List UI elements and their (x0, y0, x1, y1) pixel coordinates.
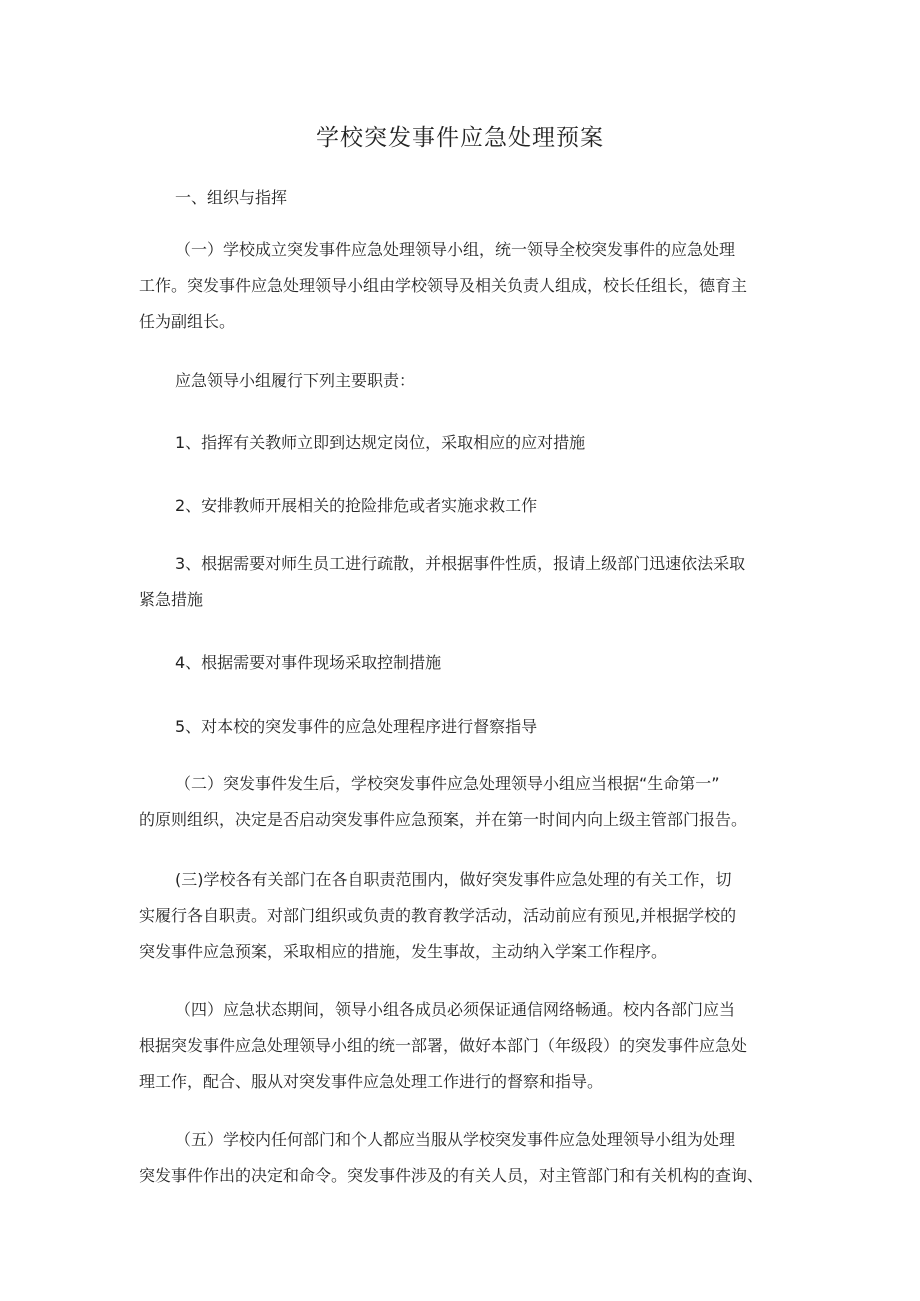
duty-item-3-line-1: 3、根据需要对师生员工进行疏散，并根据事件性质，报请上级部门迅速依法采取 (175, 554, 746, 573)
paragraph-4-line-3: 理工作，配合、服从对突发事件应急处理工作进行的督察和指导。 (139, 1072, 604, 1091)
document-title: 学校突发事件应急处理预案 (316, 125, 604, 151)
paragraph-1-line-2: 工作。突发事件应急处理领导小组由学校领导及相关负责人组成，校长任组长，德育主 (139, 276, 748, 295)
section-heading-organization: 一、组织与指挥 (175, 188, 288, 207)
duty-item-5: 5、对本校的突发事件的应急处理程序进行督察指导 (175, 717, 538, 736)
duties-intro: 应急领导小组履行下列主要职责： (175, 371, 416, 390)
duty-item-3-line-2: 紧急措施 (139, 590, 204, 609)
duty-item-2: 2、安排教师开展相关的抢险排危或者实施求救工作 (175, 496, 538, 515)
paragraph-1-line-3: 任为副组长。 (139, 312, 236, 331)
paragraph-5-line-2: 突发事件作出的决定和命令。突发事件涉及的有关人员，对主管部门和有关机构的查询、 (139, 1166, 764, 1185)
paragraph-2 (139, 766, 787, 838)
paragraph-3 (139, 862, 787, 970)
paragraph-4 (139, 992, 787, 1100)
paragraph-3-line-2: 实履行各自职责。对部门组织或负责的教育教学活动，活动前应有预见,并根据学校的 (139, 906, 737, 925)
paragraph-4-line-1: （四）应急状态期间，领导小组各成员必须保证通信网络畅通。校内各部门应当 (175, 1000, 736, 1019)
duty-item-1: 1、指挥有关教师立即到达规定岗位，采取相应的应对措施 (175, 433, 586, 452)
paragraph-5 (139, 1122, 787, 1194)
paragraph-4-line-2: 根据突发事件应急处理领导小组的统一部署，做好本部门（年级段）的突发事件应急处 (139, 1036, 748, 1055)
paragraph-1 (139, 232, 787, 340)
paragraph-2-line-2: 的原则组织，决定是否启动突发事件应急预案，并在第一时间内向上级主管部门报告。 (139, 810, 748, 829)
paragraph-1-line-1: （一）学校成立突发事件应急处理领导小组，统一领导全校突发事件的应急处理 (175, 240, 736, 259)
paragraph-2-line-1: （二）突发事件发生后，学校突发事件应急处理领导小组应当根据“生命第一” (175, 774, 720, 793)
paragraph-3-line-1: (三)学校各有关部门在各自职责范围内，做好突发事件应急处理的有关工作，切 (175, 870, 732, 889)
duty-item-4: 4、根据需要对事件现场采取控制措施 (175, 653, 442, 672)
paragraph-5-line-1: （五）学校内任何部门和个人都应当服从学校突发事件应急处理领导小组为处理 (175, 1130, 736, 1149)
paragraph-3-line-3: 突发事件应急预案，采取相应的措施，发生事故，主动纳入学案工作程序。 (139, 942, 668, 961)
duty-item-3 (139, 546, 787, 618)
